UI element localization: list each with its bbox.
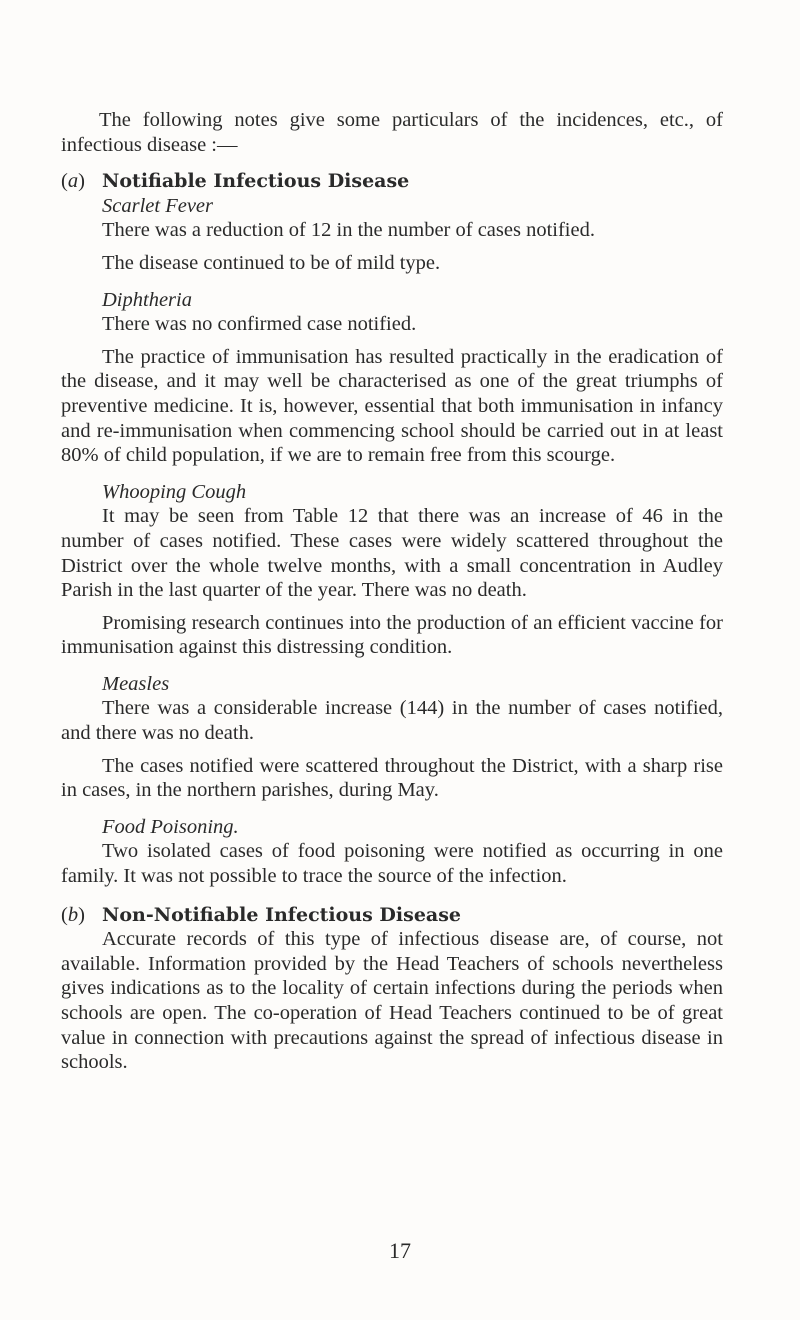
whooping-cough-para-2: Promising research continues into the production of an efficient vaccine for immunisation against this distressing condition. [61, 611, 723, 659]
section-a [61, 169, 723, 888]
scarlet-fever-para-2: The disease continued to be of mild type. [102, 251, 441, 274]
scarlet-fever-para-1: There was a reduction of 12 in the number of cases notified. [102, 219, 595, 242]
section-b-marker: (b) [61, 903, 85, 926]
section-b-para-1: Accurate records of this type of infectious disease are, of course, not available. Information provided by the Head Teachers of schools nevertheless gives indications as to the locality of certain infections during the periods when schools are open. The co-operation of Head Teachers continued to be of great value in connection with precautions against the spread of infectious disease in schools. [61, 928, 723, 1074]
section-b-heading: Non-Notifiable Infectious Disease [102, 903, 462, 926]
page-number: 17 [389, 1238, 411, 1263]
diphtheria-title: Diphtheria [102, 288, 192, 311]
intro-paragraph: The following notes give some particulars of the incidences, etc., of infectious disease :— [61, 109, 723, 156]
food-poisoning-title: Food Poisoning. [102, 815, 239, 838]
section-b-content [61, 903, 723, 1075]
measles-title: Measles [102, 672, 170, 695]
whooping-cough-title: Whooping Cough [102, 480, 247, 503]
section-a-content [61, 169, 723, 888]
whooping-cough-para-1: It may be seen from Table 12 that there was an increase of 46 in the number of cases notified. These cases were widely scattered throughout the District over the whole twelve months, with a small concentration in Audley Parish in the last quarter of the year. There was no death. [61, 505, 723, 602]
scarlet-fever-title: Scarlet Fever [102, 194, 213, 217]
measles-para-2: The cases notified were scattered throughout the District, with a sharp rise in cases, in the northern parishes, during May. [61, 754, 723, 802]
section-b [61, 903, 723, 1075]
food-poisoning-para-1: Two isolated cases of food poisoning were notified as occurring in one family. It was not possible to trace the source of the infection. [61, 840, 723, 888]
diphtheria-para-1: There was no confirmed case notified. [102, 313, 417, 336]
diphtheria-para-2: The practice of immunisation has resulted practically in the eradication of the disease, and it may well be characterised as one of the great triumphs of preventive medicine. It is, however, essential that both immunisation in infancy and re-immunisation when commencing school should be carried out in at least 80% of child population, if we are to remain free from this scourge. [61, 345, 723, 467]
document-page [61, 108, 723, 1075]
section-a-marker: (a) [61, 170, 85, 193]
section-a-heading: Notifiable Infectious Disease [102, 170, 410, 193]
measles-para-1: There was a considerable increase (144) in the number of cases notified, and there was no death. [61, 697, 723, 745]
